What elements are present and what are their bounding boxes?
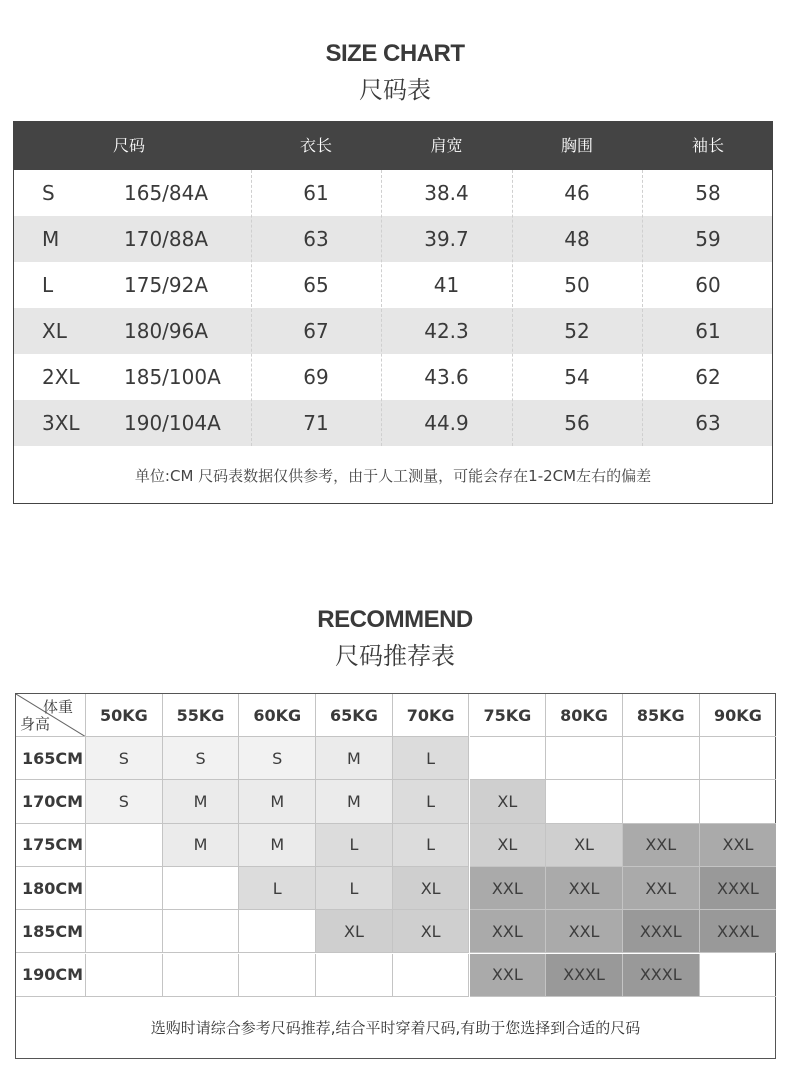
corner-cell — [16, 694, 86, 737]
size-cell: 2XL — [42, 365, 80, 389]
size-cell: XL — [470, 780, 547, 823]
shoulder-cell: 38.4 — [424, 181, 469, 205]
size-cell — [546, 737, 623, 780]
spec-cell: 170/88A — [124, 227, 209, 251]
length-cell: 67 — [303, 319, 329, 343]
sleeve-cell: 58 — [695, 181, 721, 205]
length-cell: 65 — [303, 273, 329, 297]
recommend-note: 选购时请综合参考尺码推荐,结合平时穿着尺码,有助于您选择到合适的尺码 — [150, 1019, 641, 1037]
sleeve-cell: 63 — [695, 411, 721, 435]
size-cell: L — [316, 824, 393, 867]
sleeve-cell: 60 — [695, 273, 721, 297]
length-cell: 61 — [303, 181, 329, 205]
size-cell: S — [239, 737, 316, 780]
header-size: 尺码 — [112, 136, 145, 155]
size-cell: XL — [42, 319, 67, 343]
size-cell: S — [86, 780, 163, 823]
shoulder-cell: 41 — [433, 273, 460, 297]
recommend-title-cn: 尺码推荐表 — [335, 642, 455, 670]
size-cell: XXL — [623, 824, 700, 867]
size-cell: XL — [470, 824, 547, 867]
size-chart-title-cn: 尺码表 — [359, 76, 431, 104]
size-cell — [700, 737, 777, 780]
spec-cell: 185/100A — [124, 365, 221, 389]
size-cell — [393, 954, 470, 997]
size-cell — [86, 910, 163, 953]
table-row — [14, 308, 772, 354]
sleeve-cell: 62 — [695, 365, 721, 389]
length-cell: 69 — [303, 365, 329, 389]
column-divider — [381, 170, 382, 446]
shoulder-cell: 43.6 — [424, 365, 469, 389]
size-cell — [239, 910, 316, 953]
size-cell — [163, 867, 240, 910]
size-cell: XXXL — [700, 910, 777, 953]
size-cell — [239, 954, 316, 997]
size-cell: XL — [316, 910, 393, 953]
recommend-table — [15, 693, 776, 1059]
size-cell — [163, 910, 240, 953]
chest-cell: 50 — [564, 273, 590, 297]
size-chart-title-en: SIZE CHART — [325, 40, 465, 67]
table-row — [14, 262, 772, 308]
spec-cell: 165/84A — [124, 181, 209, 205]
size-cell: XXL — [546, 910, 623, 953]
length-cell: 63 — [303, 227, 329, 251]
weight-header: 90KG — [700, 694, 777, 737]
chest-cell: 52 — [564, 319, 590, 343]
weight-header: 85KG — [623, 694, 700, 737]
size-cell: L — [393, 780, 470, 823]
size-cell: S — [163, 737, 240, 780]
size-cell: S — [42, 181, 55, 205]
size-cell — [700, 954, 777, 997]
size-cell — [700, 780, 777, 823]
weight-header: 50KG — [86, 694, 163, 737]
column-divider — [251, 170, 252, 446]
weight-header: 70KG — [393, 694, 470, 737]
column-divider — [512, 170, 513, 446]
size-cell — [623, 780, 700, 823]
size-cell: M — [163, 824, 240, 867]
size-cell — [623, 737, 700, 780]
weight-header: 55KG — [163, 694, 240, 737]
size-cell: XL — [546, 824, 623, 867]
size-chart-note: 单位:CM 尺码表数据仅供参考，由于人工测量，可能会存在1-2CM左右的偏差 — [134, 467, 652, 485]
chest-cell: 46 — [564, 181, 590, 205]
header-shoulder: 肩宽 — [430, 136, 463, 155]
size-chart-table — [13, 121, 773, 504]
corner-weight-label: 体重 — [42, 698, 73, 716]
size-cell — [86, 824, 163, 867]
length-cell: 71 — [303, 411, 329, 435]
chest-cell: 56 — [564, 411, 590, 435]
height-header: 170CM — [16, 780, 86, 823]
height-header: 165CM — [16, 737, 86, 780]
shoulder-cell: 44.9 — [424, 411, 469, 435]
shoulder-cell: 39.7 — [424, 227, 469, 251]
size-chart-header — [14, 122, 772, 170]
size-cell: M — [239, 780, 316, 823]
size-cell: XXXL — [623, 910, 700, 953]
spec-cell: 175/92A — [124, 273, 209, 297]
sleeve-cell: 59 — [695, 227, 721, 251]
chest-cell: 54 — [564, 365, 590, 389]
size-cell — [163, 954, 240, 997]
height-header: 175CM — [16, 824, 86, 867]
size-cell: XXXL — [700, 867, 777, 910]
size-cell: 3XL — [42, 411, 80, 435]
size-cell — [546, 780, 623, 823]
spec-cell: 180/96A — [124, 319, 209, 343]
column-divider — [642, 170, 643, 446]
size-cell — [86, 954, 163, 997]
shoulder-cell: 42.3 — [424, 319, 469, 343]
size-cell: L — [239, 867, 316, 910]
size-cell: XXL — [623, 867, 700, 910]
table-row — [14, 216, 772, 262]
table-row — [14, 400, 772, 446]
spec-cell: 190/104A — [124, 411, 221, 435]
table-row — [14, 354, 772, 400]
height-header: 180CM — [16, 867, 86, 910]
size-cell: M — [316, 780, 393, 823]
size-cell: L — [42, 273, 54, 297]
size-cell: XL — [393, 867, 470, 910]
size-cell: XXL — [470, 910, 547, 953]
size-cell: XXXL — [546, 954, 623, 997]
size-cell: XL — [393, 910, 470, 953]
size-cell — [470, 737, 547, 780]
height-header: 190CM — [16, 954, 86, 997]
header-chest: 胸围 — [560, 136, 593, 155]
size-cell: M — [316, 737, 393, 780]
weight-header: 65KG — [316, 694, 393, 737]
corner-height-label: 身高 — [20, 715, 51, 733]
header-length: 衣长 — [299, 136, 332, 155]
weight-header: 80KG — [546, 694, 623, 737]
size-cell: M — [163, 780, 240, 823]
size-cell: M — [42, 227, 60, 251]
weight-header: 60KG — [239, 694, 316, 737]
recommend-title-en: RECOMMEND — [317, 606, 473, 633]
size-cell: L — [316, 867, 393, 910]
size-cell: XXL — [470, 867, 547, 910]
size-cell — [86, 867, 163, 910]
chest-cell: 48 — [564, 227, 590, 251]
size-cell: L — [393, 824, 470, 867]
size-cell — [316, 954, 393, 997]
height-header: 185CM — [16, 910, 86, 953]
size-cell: XXL — [470, 954, 547, 997]
size-cell: M — [239, 824, 316, 867]
table-row — [14, 170, 772, 216]
sleeve-cell: 61 — [695, 319, 721, 343]
header-sleeve: 袖长 — [691, 136, 724, 155]
size-cell: XXL — [546, 867, 623, 910]
size-cell: L — [393, 737, 470, 780]
weight-header: 75KG — [470, 694, 547, 737]
size-cell: XXXL — [623, 954, 700, 997]
size-cell: XXL — [700, 824, 777, 867]
size-cell: S — [86, 737, 163, 780]
